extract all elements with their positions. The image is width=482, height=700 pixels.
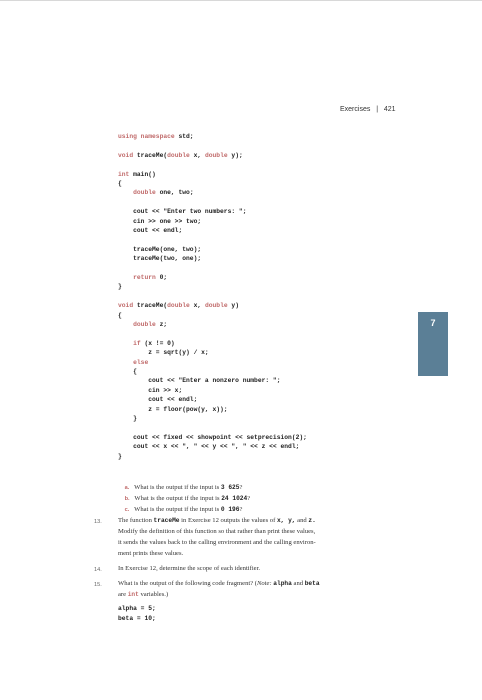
code-keyword: double — [167, 302, 190, 310]
code-line — [118, 256, 201, 262]
code-text: cout << "Enter two numbers: "; — [118, 208, 247, 216]
code-line — [118, 190, 194, 196]
code-line — [118, 388, 182, 394]
code-text: 0; — [155, 274, 168, 281]
header-separator: | — [376, 106, 379, 113]
code-line — [118, 247, 201, 253]
code-line — [118, 284, 122, 290]
code-line — [118, 378, 281, 384]
exercise-13-line1 — [118, 518, 316, 525]
item-text: What is the output if the input is — [134, 494, 222, 502]
item-label: a. — [124, 484, 130, 491]
code-text: cout << endl; — [118, 227, 183, 234]
code-keyword: double — [133, 321, 156, 328]
code-keyword: int — [118, 170, 130, 178]
code-text: cout << endl; — [118, 396, 198, 404]
code-keyword: double — [133, 189, 156, 197]
item-text: What is the output if the input is — [134, 483, 221, 491]
code-text: z = sqrt(y) / x; — [118, 349, 209, 357]
item-end: ? — [239, 505, 243, 513]
exercise-15-number: 15. — [94, 582, 102, 588]
vars: x, y, — [276, 517, 296, 524]
code-text: x, — [189, 151, 205, 159]
exercise-15-code-1: alpha = 5; — [118, 605, 156, 612]
code-text: } — [118, 415, 137, 422]
code-text: (x != 0) — [140, 339, 175, 347]
code-text: z; — [155, 321, 168, 328]
code-text: cin >> x; — [118, 386, 183, 394]
code-line — [118, 341, 175, 347]
text: What is the output of the following code fragment? ( — [118, 580, 257, 587]
code-text: std; — [174, 133, 194, 140]
code-text: } — [118, 452, 122, 460]
item-end: ? — [239, 483, 243, 491]
exercise-13-line2: Modify the definition of this function so that rather than print these values, — [118, 528, 316, 535]
var-alpha: alpha — [273, 580, 292, 587]
code-keyword: double — [167, 151, 190, 159]
chapter-tab — [418, 312, 448, 376]
item-input: 3 625 — [220, 483, 240, 491]
code-keyword: using namespace — [118, 133, 175, 140]
top-divider — [0, 0, 482, 1]
code-keyword: else — [133, 358, 149, 366]
code-text: cout << fixed << showpoint << setprecision(2); — [118, 433, 307, 441]
code-line — [118, 369, 137, 375]
chapter-tab-number: 7 — [430, 318, 436, 328]
function-name: traceMe — [153, 517, 180, 524]
text: variables.) — [138, 591, 169, 598]
code-line — [118, 416, 137, 422]
code-text: traceMe(two, one); — [118, 255, 202, 263]
code-text: { — [118, 180, 122, 187]
code-keyword: void — [118, 151, 134, 159]
text: in Exercise 12 outputs the values of — [179, 517, 277, 524]
code-line — [118, 454, 122, 460]
code-text — [118, 274, 133, 281]
code-line — [118, 322, 167, 328]
header-section: Exercises — [340, 106, 371, 113]
item-input: 0 196 — [220, 505, 240, 513]
exercise-14-number: 14. — [94, 567, 102, 573]
exercise-15-line1 — [118, 581, 320, 588]
code-keyword: double — [204, 151, 228, 159]
code-line — [118, 407, 228, 413]
code-keyword: return — [133, 274, 156, 281]
code-line — [118, 360, 148, 366]
exercise-13-line3: it sends the values back to the calling environment and the calling environ- — [118, 539, 316, 546]
code-text: x, — [189, 302, 205, 310]
code-text: cout << x << ", " << y << ", " << z << endl; — [118, 443, 300, 451]
code-text — [118, 189, 133, 196]
code-text: traceMe(one, two); — [118, 245, 202, 253]
text: and — [291, 580, 305, 587]
code-line — [118, 397, 197, 403]
code-text: cin >> one >> two; — [118, 217, 202, 225]
code-text: } — [118, 283, 122, 291]
running-header — [340, 106, 396, 113]
code-line — [118, 172, 156, 178]
code-text: cout << "Enter a nonzero number: "; — [118, 377, 281, 385]
code-text — [118, 321, 133, 328]
exercise-15-line2 — [118, 592, 168, 599]
code-line — [118, 153, 243, 159]
code-text: { — [118, 311, 122, 319]
code-text: z = floor(pow(y, x)); — [118, 405, 228, 413]
code-line — [118, 209, 246, 215]
code-line — [118, 435, 307, 441]
code-keyword: if — [133, 339, 141, 347]
code-line — [118, 134, 194, 140]
text: are — [118, 591, 128, 598]
code-keyword: double — [204, 302, 228, 310]
item-label: b. — [124, 495, 130, 502]
text: and — [295, 517, 309, 524]
item-input: 24 1024 — [221, 494, 248, 502]
item-label: c. — [124, 506, 130, 513]
item-end: ? — [247, 494, 251, 502]
var-z: z. — [308, 517, 316, 524]
keyword-int: int — [127, 591, 139, 598]
code-line — [118, 444, 299, 450]
exercise-13-number: 13. — [94, 519, 102, 525]
exercise-13-line4: ment prints these values. — [118, 550, 184, 557]
code-text: traceMe( — [133, 151, 168, 159]
code-text: main() — [129, 170, 156, 178]
code-line — [118, 219, 201, 225]
exercise-15-code-2: beta = 10; — [118, 615, 156, 622]
var-beta: beta — [304, 580, 320, 587]
code-text: y) — [227, 302, 239, 310]
code-keyword: void — [118, 302, 134, 310]
code-line — [118, 350, 209, 356]
code-line — [118, 313, 122, 319]
code-text: { — [118, 368, 137, 375]
code-text — [118, 340, 133, 347]
note-label: Note: — [256, 580, 272, 587]
code-text: y); — [227, 151, 243, 159]
code-line — [118, 181, 122, 187]
item-text: What is the output if the input is — [134, 505, 221, 513]
exercise-14-text: In Exercise 12, determine the scope of each identifier. — [118, 565, 261, 572]
code-line — [118, 275, 167, 281]
code-line — [118, 303, 239, 309]
code-text — [118, 359, 133, 366]
header-page-number: 421 — [383, 106, 396, 113]
code-line — [118, 228, 182, 234]
code-text: traceMe( — [133, 302, 168, 310]
text: The function — [118, 517, 154, 524]
code-text: one, two; — [155, 189, 194, 197]
